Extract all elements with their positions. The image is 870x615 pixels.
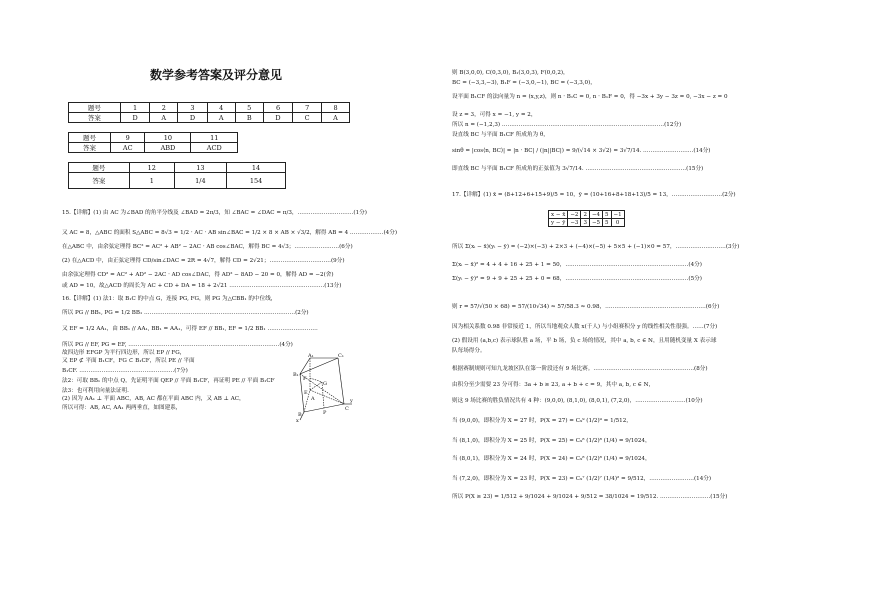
solution-line: 在△ABC 中，由余弦定理得 BC² = AC² + AB² − 2AC · AB cos∠BAC，解得 BC = 4√3；……………………(6分) xyxy=(62,244,353,250)
solution-line: 则 B(3,0,0), C(0,3,0), B₁(3,0,3), F(0,0,2)， xyxy=(452,70,569,76)
table-cell: 题号 xyxy=(69,103,121,113)
table-cell: y − ȳ xyxy=(549,219,568,227)
table-cell: ABD xyxy=(145,143,191,153)
table-cell: 4 xyxy=(207,103,235,113)
table-cell: 9 xyxy=(111,133,145,143)
solution-line: 由余弦定理得 CD² = AC² + AD² − 2AC · AD cos∠DAC，得 AD² − 8AD − 20 = 0，解得 AD = −2(舍) xyxy=(62,272,334,278)
solution-line: (2) 因为 AA₁ ⊥ 平面 ABC，AB, AC 都在平面 ABC 内，又 AB ⊥ AC， xyxy=(62,396,245,402)
table-cell: 5 xyxy=(235,103,263,113)
table-cell: 1 xyxy=(120,103,149,113)
label-c: C xyxy=(345,406,349,412)
prism-figure xyxy=(292,352,354,424)
table-cell: 答案 xyxy=(69,143,111,153)
solution-line: 队每场得分。 xyxy=(452,348,486,354)
table-cell: 14 xyxy=(227,163,286,173)
label-f: F xyxy=(303,376,307,382)
table-cell: 6 xyxy=(263,103,292,113)
table-cell: 13 xyxy=(174,163,226,173)
table-cell: A xyxy=(207,113,235,123)
table-cell: B xyxy=(235,113,263,123)
table-cell: −5 xyxy=(589,219,602,227)
solution-line: 所以 n = (−1,2,3) ……………………………………………………………………………(12分) xyxy=(452,122,682,128)
table-cell: 答案 xyxy=(69,173,130,189)
deviation-table xyxy=(548,210,625,227)
solution-line: 17.【详解】(1) x̄ = (8+12+6+15+9)/5 = 10，ȳ = (10+16+8+18+13)/5 = 13，………………………(2分) xyxy=(452,192,736,198)
label-a1: A₁ xyxy=(308,353,314,359)
solution-line: (2) 在△ACD 中，由正弦定理得 CD/sin∠DAC = 2R = 4√7，解得 CD = 2√21；……………………………(9分) xyxy=(62,258,345,264)
solution-line: 则 r = 57/√(50 × 68) = 57/(10√34) ≈ 57/58.3 ≈ 0.98，………………………………………………(6分) xyxy=(452,304,720,310)
label-y: y xyxy=(350,398,353,404)
table-cell: 答案 xyxy=(69,113,121,123)
solution-line: 16.【详解】(1) 法1：取 B₁C 的中点 G，连接 PG, FG，则 PG 为△CBB₁ 的中位线， xyxy=(62,296,277,302)
solution-line: 又 EP ⊄ 平面 B₁CF，FG ⊂ B₁CF，所以 PE // 平面 xyxy=(62,358,195,364)
table-cell: 题号 xyxy=(69,133,111,143)
table-cell: 11 xyxy=(191,133,238,143)
label-a: A xyxy=(311,396,315,402)
label-p: P xyxy=(323,410,327,416)
solution-line: 所以 PG // BB₁, PG = 1/2 BB₁ ………………………………………………………………………(2分) xyxy=(62,310,309,316)
table-cell: −1 xyxy=(611,211,624,219)
table-cell: x − x̄ xyxy=(549,211,568,219)
table-cell: −3 xyxy=(568,219,581,227)
solution-line: 由积分至少需要 23 分可得：3a + b ≥ 23, a + b + c = 9，其中 a, b, c ∈ N， xyxy=(452,382,655,388)
label-b1: B₁ xyxy=(293,372,299,378)
label-b: B xyxy=(298,412,302,418)
solution-line: 又 EF = 1/2 AA₁，由 BB₁ // AA₁, BB₁ = AA₁，可得 EF // BB₁, EF = 1/2 BB₁ ……………………… xyxy=(62,326,318,332)
solution-line: 法3：也可利用向量法证明. xyxy=(62,388,129,394)
table-cell: C xyxy=(293,113,322,123)
table-cell: −4 xyxy=(589,211,602,219)
solution-line: 又 AC = 8，△ABC 的面积 S△ABC = 8√3 = 1/2 · AC · AB sin∠BAC = 1/2 × 8 × AB × √3/2，解得 AB = 4 ………………(4分) xyxy=(62,230,398,236)
solution-line: 当 (8,1,0)，即积分为 X = 25 时，P(X = 25) = C₉⁸ (1/2)⁸ (1/4) = 9/1024， xyxy=(452,438,651,444)
table-cell: −2 xyxy=(568,211,581,219)
table-cell: D xyxy=(178,113,207,123)
solution-line: 设平面 B₁CF 的法向量为 n = (x,y,z)，则 n · B₁C = 0, n · B₁F = 0，得 −3x + 3y − 3z = 0, −3x − z = 0 xyxy=(452,94,728,100)
table-cell: 154 xyxy=(227,173,286,189)
solution-line: 故四边形 EFGP 为平行四边形，所以 EP // FG， xyxy=(62,350,186,356)
table-cell: 8 xyxy=(322,103,350,113)
table-cell: 3 xyxy=(178,103,207,113)
table-cell: 5 xyxy=(603,211,612,219)
answer-table-1 xyxy=(68,102,350,123)
solution-line: 所以 PG // EF, PG = EF, ………………………………………………………………………(4分) xyxy=(62,342,293,348)
solution-line: 设直线 BC 与平面 B₁CF 所成角为 θ， xyxy=(452,132,549,138)
table-cell: 题号 xyxy=(69,163,130,173)
solution-line: 即直线 BC 与平面 B₁CF 所成角的正弦值为 3√7/14. ………………………………………………(15分) xyxy=(452,166,704,172)
solution-line: 因为相关系数 0.98 非常接近 1，所以当地观众人数 x(千人) 与小组赛积分 y 的线性相关性很强。……(7分) xyxy=(452,324,718,330)
solution-line: (2) 假设用 (a,b,c) 表示球队胜 a 场，平 b 场，负 c 场的情况，其中 a, b, c ∈ N，且用随机变量 X 表示球 xyxy=(452,338,717,344)
solution-line: 则这 9 场比赛的胜负情况共有 4 种：(9,0,0), (8,1,0), (8,0,1), (7,2,0)，………………………(10分) xyxy=(452,398,703,404)
table-cell: 2 xyxy=(150,103,178,113)
table-cell: 10 xyxy=(145,133,191,143)
label-c1: C₁ xyxy=(338,353,344,359)
label-x: x xyxy=(296,418,299,424)
table-cell: A xyxy=(150,113,178,123)
label-e: E xyxy=(304,390,308,396)
solution-line: 当 (9,0,0)，即积分为 X = 27 时，P(X = 27) = C₉⁹ (1/2)⁹ = 1/512， xyxy=(452,418,632,424)
solution-line: 所以可得：AB, AC, AA₁ 两两垂直，如图建系， xyxy=(62,405,182,411)
table-cell: D xyxy=(263,113,292,123)
solution-line: sinθ = |cos⟨n, BC⟩| = |n · BC| / (|n||BC|) = 9/(√14 × 3√2) = 3√7/14. ………………………(14分) xyxy=(452,148,711,154)
solution-line: 所以 Σ(xᵢ − x̄)(yᵢ − ȳ) = (−2)×(−3) + 2×3 + (−4)×(−5) + 5×5 + (−1)×0 = 57，………………………(3分) xyxy=(452,244,740,250)
page-title: 数学参考答案及评分意见 xyxy=(150,68,283,82)
solution-line: BC = (−3,3,−3), B₁F = (−3,0,−1), BC = (−3,3,0)， xyxy=(452,80,596,86)
table-cell: A xyxy=(322,113,350,123)
solution-line: 15.【详解】(1) 由 AC 为∠BAD 的角平分线及 ∠BAD = 2π/3，知 ∠BAC = ∠DAC = π/3，…………………………(1分) xyxy=(62,210,367,216)
solution-line: 或 AD = 10，故△ACD 的周长为 AC + CD + DA = 18 + 2√21 ……………………………………………(13分) xyxy=(62,283,342,289)
table-cell: 5 xyxy=(603,219,612,227)
table-cell: AC xyxy=(111,143,145,153)
table-cell: D xyxy=(120,113,149,123)
solution-line: 法2：可取 BB₁ 的中点 Q，先证明平面 QEP // 平面 B₁CF，再证明 PE // 平面 B₁CF xyxy=(62,378,275,384)
solution-line: 所以 P(X ≥ 23) = 1/512 + 9/1024 + 9/1024 + 9/512 = 38/1024 = 19/512. ………………………(15分) xyxy=(452,494,728,500)
table-cell: 2 xyxy=(581,211,590,219)
answer-table-2 xyxy=(68,132,238,153)
table-cell: 1/4 xyxy=(174,173,226,189)
label-g: G xyxy=(323,381,327,387)
table-cell: 1 xyxy=(129,173,174,189)
table-cell: 3 xyxy=(581,219,590,227)
solution-line: 当 (8,0,1)，即积分为 X = 24 时，P(X = 24) = C₉⁸ (1/2)⁸ (1/4) = 9/1024， xyxy=(452,456,651,462)
solution-line: B₁CF. ……………………………………………(7分) xyxy=(62,368,188,374)
solution-line: 根据赛制规则可知九龙坡区队在第一阶段还有 9 场比赛。………………………………………………(8分) xyxy=(452,366,708,372)
table-cell: 12 xyxy=(129,163,174,173)
solution-line: 设 z = 3，可得 x = −1, y = 2， xyxy=(452,112,537,118)
table-cell: 0 xyxy=(611,219,624,227)
solution-line: Σ(xᵢ − x̄)² = 4 + 4 + 16 + 25 + 1 = 50，…………………………………………………………(4分) xyxy=(452,262,702,268)
solution-line: Σ(yᵢ − ȳ)² = 9 + 9 + 25 + 25 + 0 = 68，…………………………………………………………(5分) xyxy=(452,276,702,282)
table-cell: ACD xyxy=(191,143,238,153)
answer-table-3 xyxy=(68,162,286,189)
table-cell: 7 xyxy=(293,103,322,113)
solution-line: 当 (7,2,0)，即积分为 X = 23 时，P(X = 23) = C₉⁷ (1/2)⁷ (1/4)² = 9/512，……………………(14分) xyxy=(452,476,712,482)
